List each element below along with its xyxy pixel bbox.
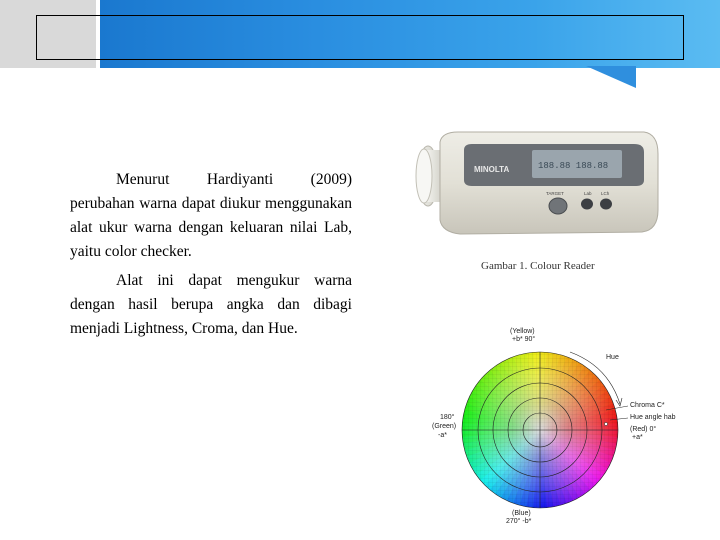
color-wheel-figure [420, 322, 680, 532]
wheel-label-hue-angle: Hue angle hab [630, 414, 676, 421]
wheel-label-plus-a: +a* [632, 434, 643, 441]
wheel-label-green: (Green) [432, 423, 457, 430]
header-accent-tail [586, 66, 636, 88]
device-label-lch: LCh [601, 191, 610, 196]
device-display: 188.88 188.88 [538, 161, 609, 171]
paragraph-2: Alat ini dapat mengukur warna dengan hasil berupa angka dan dibagi menjadi Lightness, Croma, dan Hue. [70, 272, 352, 337]
wheel-label-yellow: (Yellow) [510, 328, 535, 335]
device-label-target: TARGET [546, 191, 564, 196]
wheel-label-90: +b* 90° [512, 336, 536, 343]
figure-caption: Gambar 1. Colour Reader [481, 260, 595, 272]
wheel-label-270: 270° -b* [506, 518, 532, 525]
wheel-label-chroma: Chroma C* [630, 402, 665, 409]
wheel-label-180: 180° [440, 414, 455, 421]
wheel-label-hue: Hue [606, 354, 619, 361]
device-brand: MINOLTA [474, 165, 510, 174]
colour-reader-image [412, 128, 662, 240]
title-placeholder-frame [36, 15, 684, 60]
paragraph-1: Menurut Hardiyanti (2009) perubahan warna dapat diukur menggunakan alat ukur warna dengan keluaran nilai Lab, yaitu color checker. [70, 171, 352, 260]
body-text [70, 168, 352, 341]
wheel-label-minus-a: -a* [438, 432, 447, 439]
device-label-lab: Lab [584, 191, 592, 196]
wheel-label-blue: (Blue) [512, 510, 531, 517]
wheel-label-red: (Red) 0° [630, 426, 657, 433]
